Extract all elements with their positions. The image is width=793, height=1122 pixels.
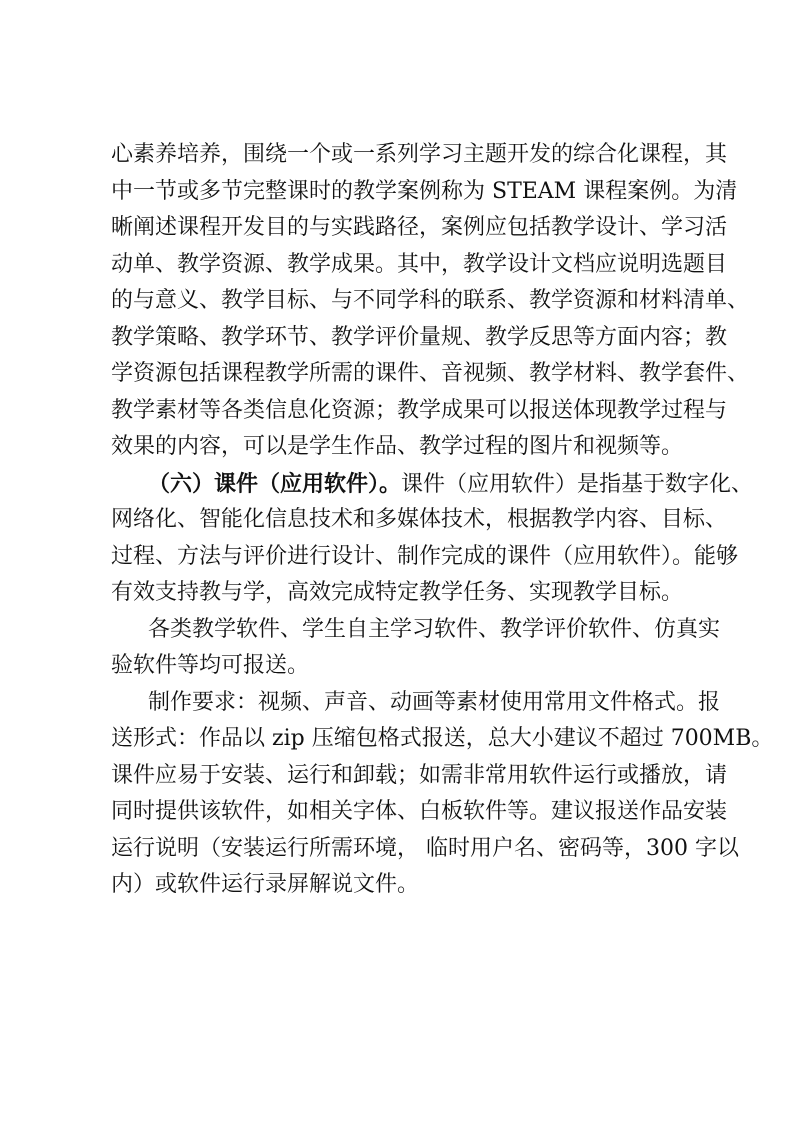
text-line <box>111 466 754 503</box>
text-line: 晰阐述课程开发目的与实践路径，案例应包括教学设计、学习活 <box>111 215 728 240</box>
text-line: 各类教学软件、学生自主学习软件、教学评价软件、仿真实 <box>148 616 721 642</box>
text-line: 的与意义、教学目标、与不同学科的联系、教学资源和材料清单、 <box>111 288 750 313</box>
paragraph-courseware <box>111 466 754 612</box>
text-line: 验软件等均可报送。 <box>111 653 310 678</box>
text-line: 教学素材等各类信息化资源；教学成果可以报送体现教学过程与 <box>111 397 728 423</box>
text-line: 教学策略、教学环节、教学评价量规、教学反思等方面内容；教 <box>111 324 728 350</box>
section-heading: （六）课件（应用软件）。 <box>148 470 402 497</box>
text-line: 有效支持教与学，高效完成特定教学任务、实现教学目标。 <box>111 580 684 605</box>
text-line: 动单、教学资源、教学成果。其中，教学设计文档应说明选题目 <box>111 251 728 277</box>
text-line: 制作要求：视频、声音、动画等素材使用常用文件格式。报 <box>148 689 721 715</box>
text-line: 送形式：作品以 zip 压缩包格式报送，总大小建议不超过 700MB。 <box>111 726 774 751</box>
paragraph-requirements <box>111 685 774 904</box>
text-line: 网络化、智能化信息技术和多媒体技术，根据教学内容、目标、 <box>111 507 728 532</box>
text-line: 过程、方法与评价进行设计、制作完成的课件（应用软件）。能够 <box>111 543 739 569</box>
text-line: 内）或软件运行录屏解说文件。 <box>111 872 420 897</box>
text-line: 中一节或多节完整课时的教学案例称为 STEAM 课程案例。为清 <box>111 178 738 204</box>
text-line: 同时提供该软件，如相关字体、白板软件等。建议报送作品安装 <box>111 799 728 824</box>
text-line: 心素养培养，围绕一个或一系列学习主题开发的综合化课程，其 <box>111 142 728 167</box>
document-page <box>111 137 774 904</box>
section-text: 课件（应用软件）是指基于数字化、 <box>401 471 754 497</box>
text-line: 运行说明（安装运行所需环境， 临时用户名、密码等，300 字以 <box>111 835 739 861</box>
text-line: 课件应易于安装、运行和卸载；如需非常用软件运行或播放，请 <box>111 762 728 788</box>
text-line: 学资源包括课程教学所需的课件、音视频、教学材料、教学套件、 <box>111 361 750 386</box>
paragraph-steam-case <box>111 137 750 466</box>
paragraph-software-types <box>111 612 721 685</box>
text-line: 效果的内容，可以是学生作品、教学过程的图片和视频等。 <box>111 434 684 459</box>
